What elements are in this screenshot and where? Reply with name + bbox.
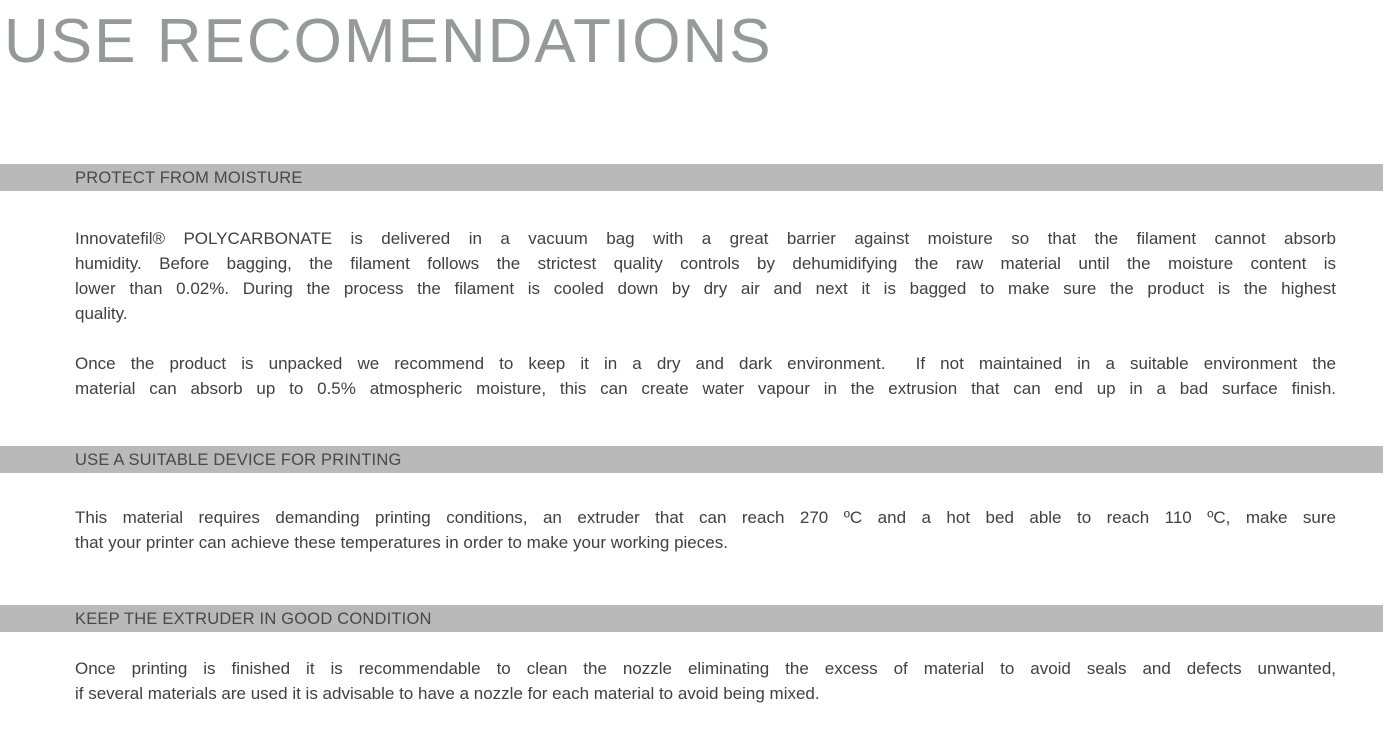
text-line: quality. <box>75 304 128 323</box>
page-title: USE RECOMENDATIONS <box>4 7 773 76</box>
text-line: lower than 0.02%. During the process the filament is cooled down by dry air and next it is bagged to make sure the product is the highest <box>75 279 1336 298</box>
paragraph <box>75 351 1336 401</box>
paragraph <box>75 226 1336 326</box>
section-heading-bar <box>0 164 1383 191</box>
text-line: if several materials are used it is advisable to have a nozzle for each material to avoid being mixed. <box>75 684 820 703</box>
paragraph <box>75 656 1336 706</box>
section-heading: PROTECT FROM MOISTURE <box>75 169 303 187</box>
section-heading: KEEP THE EXTRUDER IN GOOD CONDITION <box>75 610 432 628</box>
section-heading-bar <box>0 605 1383 632</box>
paragraph <box>75 505 1336 555</box>
section-heading: USE A SUITABLE DEVICE FOR PRINTING <box>75 451 402 469</box>
text-line: This material requires demanding printing conditions, an extruder that can reach 270 ºC and a hot bed able to reach 110 ºC, make sure <box>75 508 1336 527</box>
text-line: that your printer can achieve these temperatures in order to make your working pieces. <box>75 533 728 552</box>
text-line: Innovatefil® POLYCARBONATE is delivered in a vacuum bag with a great barrier against moisture so that the filament cannot absorb <box>75 229 1336 248</box>
text-line: material can absorb up to 0.5% atmospheric moisture, this can create water vapour in the extrusion that can end up in a bad surface finish. <box>75 379 1336 398</box>
text-line: Once printing is finished it is recommendable to clean the nozzle eliminating the excess of material to avoid seals and defects unwanted, <box>75 659 1336 678</box>
text-line: Once the product is unpacked we recommend to keep it in a dry and dark environment. If not maintained in a suitable environment the <box>75 354 1336 373</box>
text-line: humidity. Before bagging, the filament follows the strictest quality controls by dehumidifying the raw material until the moisture content is <box>75 254 1336 273</box>
section-heading-bar <box>0 446 1383 473</box>
